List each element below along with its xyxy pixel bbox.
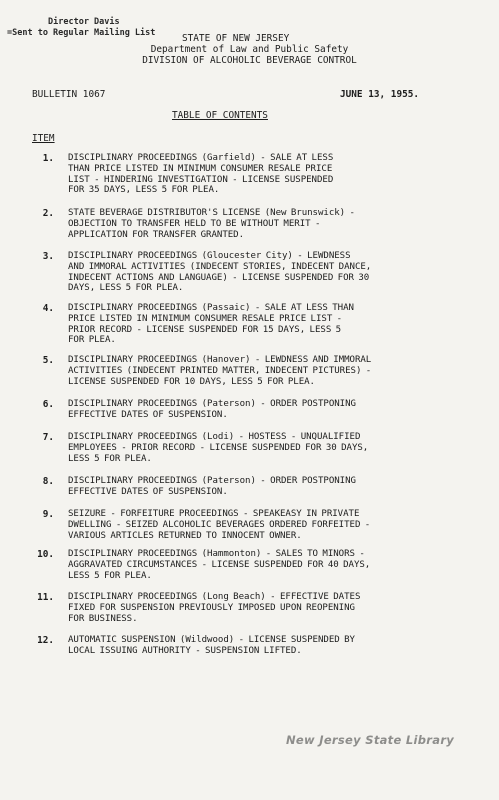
item-text: DISCIPLINARY PROCEEDINGS (Passaic) - SALE AT LESS THAN PRICE LISTED IN MINIMUM CONSUMER RESALE PRICE LIST - PRIOR RECORD - LICENSE SUSPENDED FOR 15 DAYS, LESS 5 FOR PLEA. [68,303,354,346]
handwritten-note-director: Director Davis [48,17,120,27]
library-stamp: New Jersey State Library [286,733,455,747]
item-number: 9. [42,509,54,520]
item-text: DISCIPLINARY PROCEEDINGS (Lodi) - HOSTESS - UNQUALIFIED EMPLOYEES - PRIOR RECORD - LICENSE SUSPENDED FOR 30 DAYS, LESS 5 FOR PLEA. [68,432,369,464]
item-number: 2. [42,208,54,219]
item-number: 12. [37,635,54,646]
header-state: STATE OF NEW JERSEY [182,33,290,44]
item-number: 10. [37,549,54,560]
item-number: 5. [42,355,54,366]
item-number: 7. [42,432,54,443]
handwritten-note-mailing: =Sent to Regular Mailing List [7,28,156,38]
item-number: 6. [42,399,54,410]
item-text: DISCIPLINARY PROCEEDINGS (Paterson) - ORDER POSTPONING EFFECTIVE DATES OF SUSPENSION. [68,476,356,497]
item-column-header: ITEM [32,133,55,144]
item-text: DISCIPLINARY PROCEEDINGS (Long Beach) - EFFECTIVE DATES FIXED FOR SUSPENSION PREVIOUSLY IMPOSED UPON REOPENING FOR BUSINESS. [68,592,361,624]
header-division: DIVISION OF ALCOHOLIC BEVERAGE CONTROL [142,55,357,66]
bulletin-number: BULLETIN 1067 [32,89,106,100]
item-text: DISCIPLINARY PROCEEDINGS (Paterson) - ORDER POSTPONING EFFECTIVE DATES OF SUSPENSION. [68,399,356,420]
item-text: STATE BEVERAGE DISTRIBUTOR'S LICENSE (New Brunswick) - OBJECTION TO TRANSFER HELD TO BE WITHOUT MERIT - APPLICATION FOR TRANSFER GRANTED. [68,208,355,240]
toc-title: TABLE OF CONTENTS [172,110,268,121]
item-number: 4. [42,303,54,314]
item-text: DISCIPLINARY PROCEEDINGS (Gloucester City) - LEWDNESS AND IMMORAL ACTIVITIES (INDECENT STORIES, INDECENT DANCE, INDECENT ACTIONS AND LANGUAGE) - LICENSE SUSPENDED FOR 30 DAYS, LESS 5 FOR PLEA. [68,251,372,294]
item-number: 11. [37,592,54,603]
item-number: 1. [42,153,54,164]
header-department: Department of Law and Public Safety [150,44,349,55]
bulletin-date: JUNE 13, 1955. [340,89,420,100]
item-text: AUTOMATIC SUSPENSION (Wildwood) - LICENSE SUSPENDED BY LOCAL ISSUING AUTHORITY - SUSPENSION LIFTED. [68,635,355,656]
item-text: DISCIPLINARY PROCEEDINGS (Hanover) - LEWDNESS AND IMMORAL ACTIVITIES (INDECENT PRINTED MATTER, INDECENT PICTURES) - LICENSE SUSPENDED FOR 10 DAYS, LESS 5 FOR PLEA. [68,355,372,387]
item-text: DISCIPLINARY PROCEEDINGS (Garfield) - SALE AT LESS THAN PRICE LISTED IN MINIMUM CONSUMER RESALE PRICE LIST - HINDERING INVESTIGATION - LICENSE SUSPENDED FOR 35 DAYS, LESS 5 FOR PLEA. [68,153,334,196]
item-number: 3. [42,251,54,262]
item-number: 8. [42,476,54,487]
item-text: DISCIPLINARY PROCEEDINGS (Hammonton) - SALES TO MINORS - AGGRAVATED CIRCUMSTANCES - LICENSE SUSPENDED FOR 40 DAYS, LESS 5 FOR PLEA. [68,549,371,581]
item-text: SEIZURE - FORFEITURE PROCEEDINGS - SPEAKEASY IN PRIVATE DWELLING - SEIZED ALCOHOLIC BEVERAGES ORDERED FORFEITED - VARIOUS ARTICLES RETURNED TO INNOCENT OWNER. [68,509,371,541]
